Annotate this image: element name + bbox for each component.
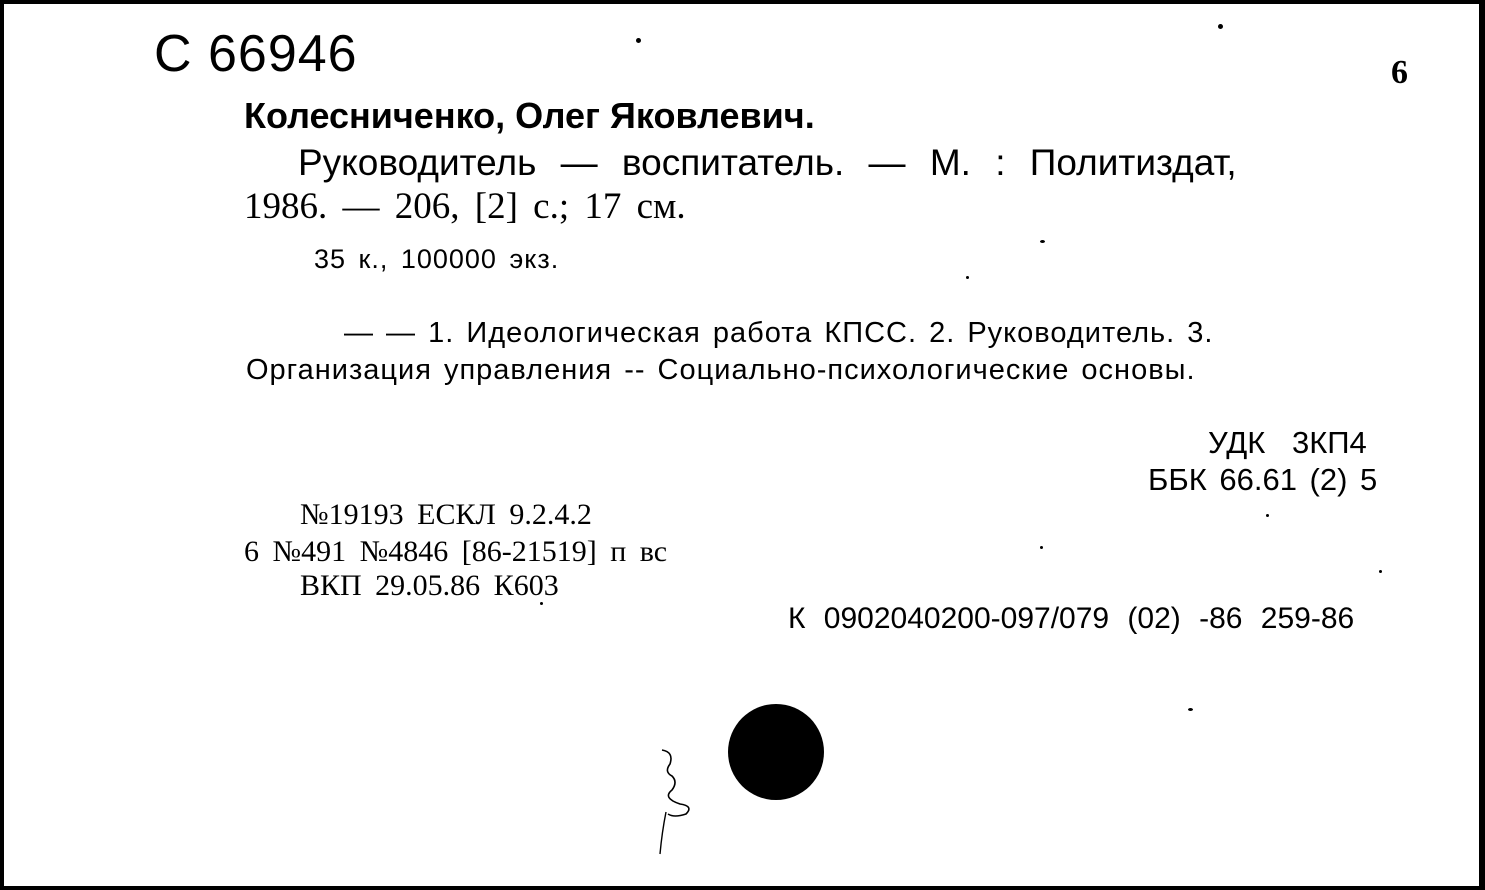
catalog-card bbox=[4, 4, 1479, 886]
record-line-1: №19193 ЕСКЛ 9.2.4.2 bbox=[300, 498, 592, 531]
speck bbox=[1040, 546, 1043, 549]
speck bbox=[540, 602, 543, 605]
handwritten-mark bbox=[644, 742, 704, 862]
speck bbox=[1188, 708, 1193, 711]
call-number: С 66946 bbox=[154, 25, 358, 83]
record-line-2: 6 №491 №4846 [86-21519] п вс bbox=[244, 535, 668, 568]
title-line-1: Руководитель — воспитатель. — М. : Политиздат, bbox=[298, 142, 1237, 183]
speck bbox=[1266, 514, 1269, 517]
udk-code: УДК 3КП4 bbox=[1208, 425, 1367, 460]
bbk-code: ББК 66.61 (2) 5 bbox=[1148, 462, 1378, 497]
record-line-3: ВКП 29.05.86 К603 bbox=[300, 569, 559, 602]
index-line: К 0902040200-097/079 (02) -86 259-86 bbox=[788, 602, 1355, 635]
author-heading: Колесниченко, Олег Яковлевич. bbox=[244, 95, 815, 136]
speck bbox=[1218, 24, 1223, 29]
price-and-print-run: 35 к., 100000 экз. bbox=[314, 244, 560, 274]
speck bbox=[1379, 570, 1382, 573]
subjects-line-1: — — 1. Идеологическая работа КПСС. 2. Руководитель. 3. bbox=[344, 317, 1214, 349]
punch-hole bbox=[728, 704, 824, 800]
speck bbox=[966, 276, 969, 279]
speck bbox=[1040, 240, 1045, 243]
title-line-2: 1986. — 206, [2] с.; 17 см. bbox=[244, 186, 686, 227]
subjects-line-2: Организация управления -- Социально-психологические основы. bbox=[246, 354, 1196, 386]
corner-number: 6 bbox=[1391, 54, 1408, 91]
speck bbox=[636, 38, 641, 43]
